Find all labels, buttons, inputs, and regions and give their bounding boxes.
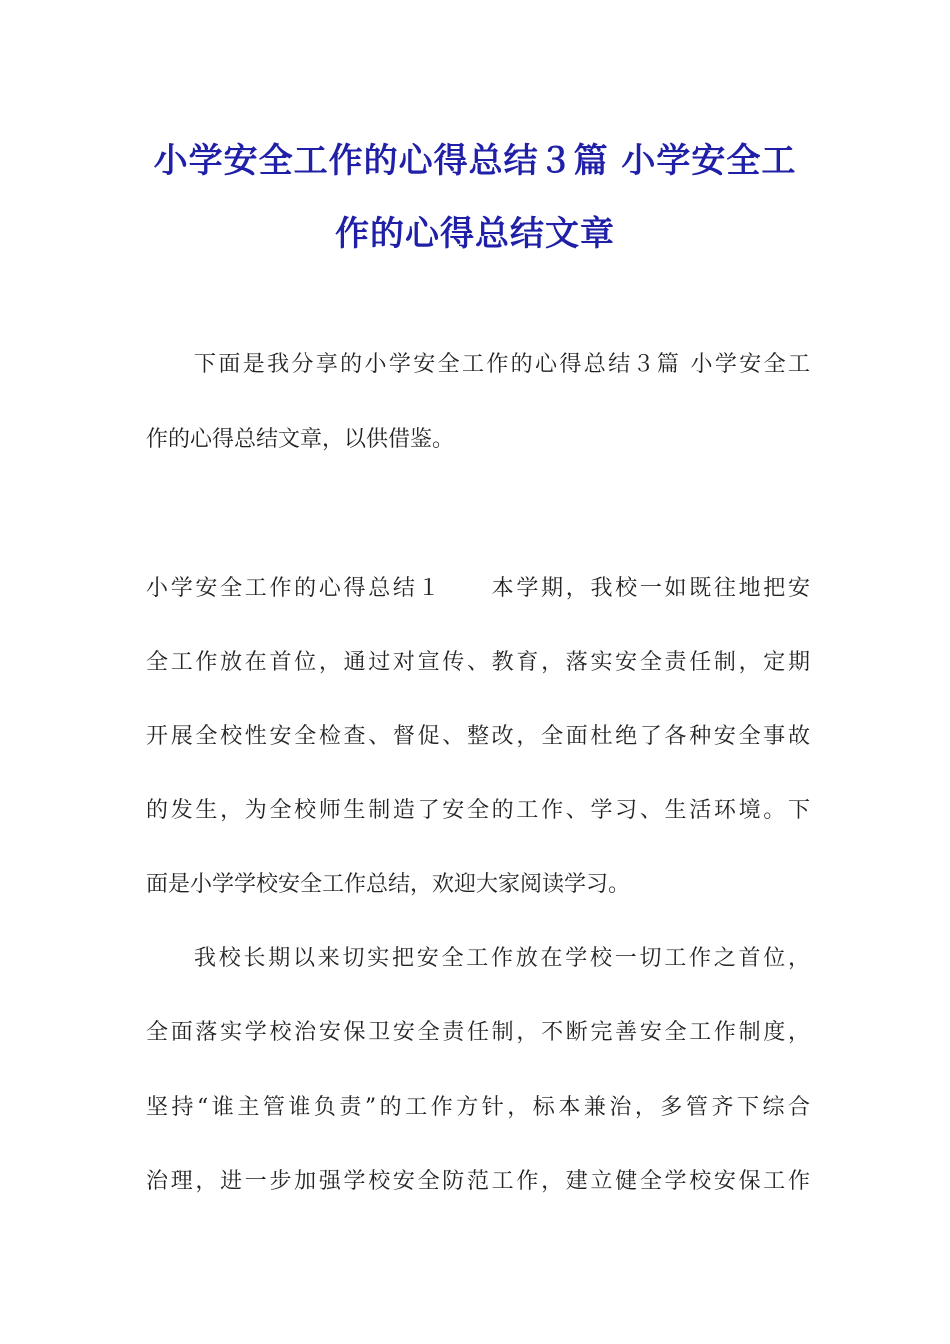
- para2-line-4: 治理，进一步加强学校安全防范工作，建立健全学校安保工作: [146, 1169, 810, 1194]
- section1-line-4: 的发生，为全校师生制造了安全的工作、学习、生活环境。下: [146, 798, 810, 823]
- intro-line-1: 下面是我分享的小学安全工作的心得总结３篇 小学安全工: [194, 352, 810, 377]
- section1-line-2: 全工作放在首位，通过对宣传、教育，落实安全责任制，定期: [146, 650, 810, 675]
- document-title-line-2: 作的心得总结文章: [335, 214, 615, 254]
- document-title-line-1: 小学安全工作的心得总结３篇 小学安全工: [153, 141, 797, 181]
- section1-line-3: 开展全校性安全检查、督促、整改，全面杜绝了各种安全事故: [146, 724, 810, 749]
- para2-line-1: 我校长期以来切实把安全工作放在学校一切工作之首位，: [194, 946, 810, 971]
- para2-line-3: 坚持“谁主管谁负责”的工作方针，标本兼治，多管齐下综合: [146, 1095, 810, 1120]
- section1-line-5: 面是小学学校安全工作总结，欢迎大家阅读学习。: [146, 872, 631, 897]
- para2-line-2: 全面落实学校治安保卫安全责任制，不断完善安全工作制度，: [146, 1020, 810, 1045]
- intro-line-2: 作的心得总结文章，以供借鉴。: [146, 427, 455, 452]
- section1-line-1: 小学安全工作的心得总结１ 本学期，我校一如既往地把安: [146, 576, 810, 601]
